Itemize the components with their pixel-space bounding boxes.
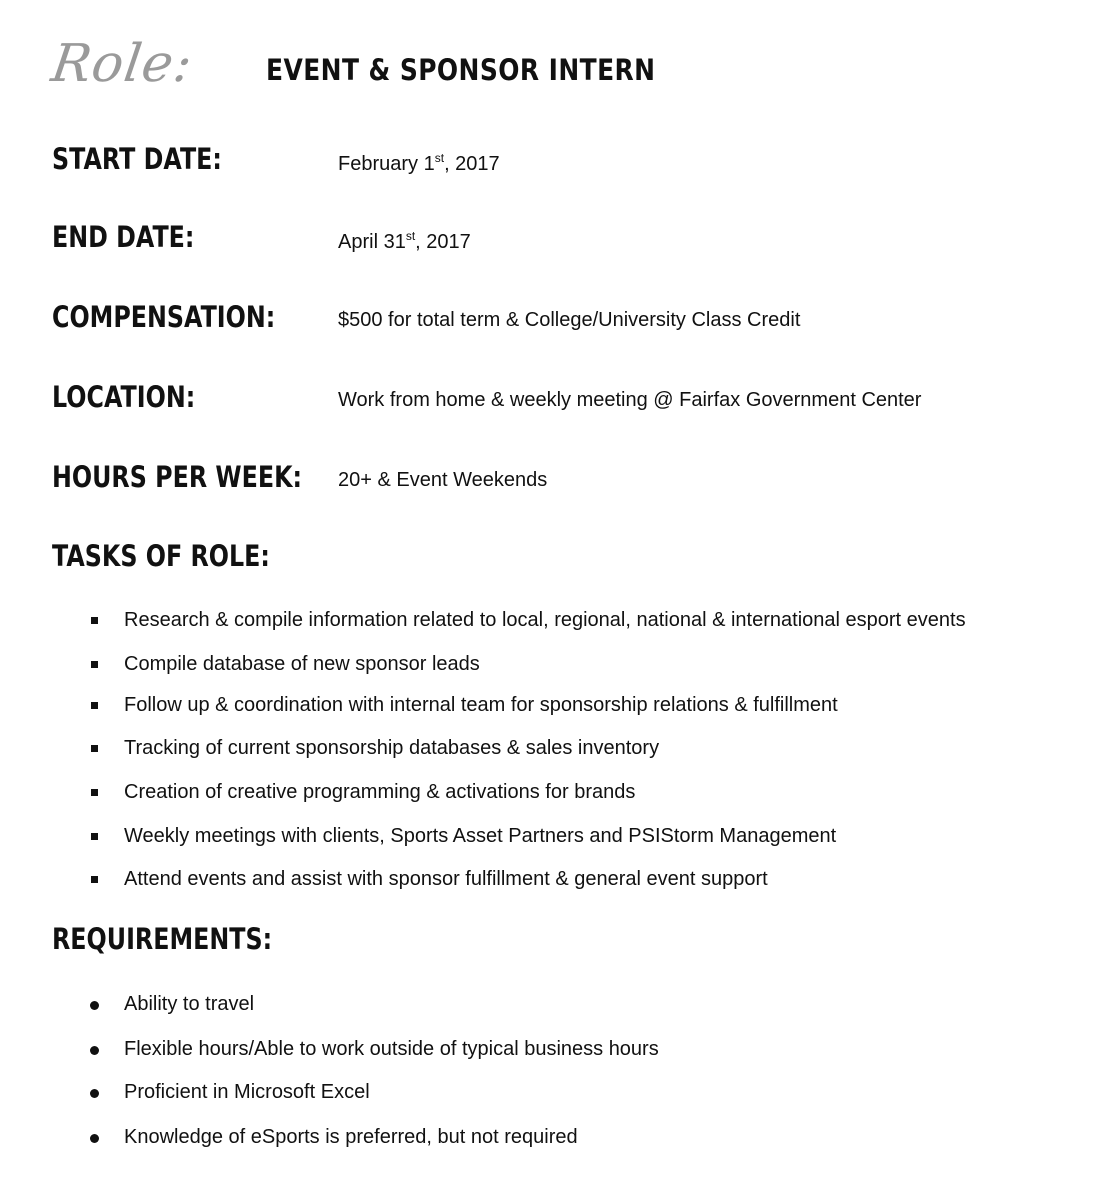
task-item-text: Follow up & coordination with internal team for sponsorship relations & fulfillment [124, 694, 838, 716]
task-item [0, 610, 1098, 636]
square-bullet-icon [91, 833, 98, 840]
requirement-item [0, 994, 1098, 1020]
square-bullet-icon [91, 789, 98, 796]
task-item-text: Research & compile information related to local, regional, national & international esport events [124, 609, 966, 631]
start-date-label: START DATE: [52, 142, 222, 176]
task-item [0, 826, 1098, 852]
square-bullet-icon [91, 876, 98, 883]
task-item-text: Weekly meetings with clients, Sports Asset Partners and PSIStorm Management [124, 825, 837, 847]
hours-per-week-value: 20+ & Event Weekends [338, 469, 548, 491]
requirement-item-text: Flexible hours/Able to work outside of typical business hours [124, 1038, 659, 1060]
task-item-text: Tracking of current sponsorship databases & sales inventory [124, 737, 660, 759]
requirement-item [0, 1082, 1098, 1108]
task-item-text: Creation of creative programming & activations for brands [124, 781, 636, 803]
end-date-label: END DATE: [52, 220, 195, 254]
task-item [0, 782, 1098, 808]
start-date-value: February 1st, 2017 [338, 151, 500, 175]
square-bullet-icon [91, 661, 98, 668]
role-script-label: Role: [47, 34, 197, 94]
round-bullet-icon [90, 1134, 99, 1143]
requirement-item-text: Proficient in Microsoft Excel [124, 1081, 370, 1103]
square-bullet-icon [91, 745, 98, 752]
round-bullet-icon [90, 1089, 99, 1098]
round-bullet-icon [90, 1046, 99, 1055]
task-item [0, 695, 1098, 721]
task-item [0, 738, 1098, 764]
role-title: EVENT & SPONSOR INTERN [266, 53, 656, 87]
task-item-text: Compile database of new sponsor leads [124, 653, 480, 675]
task-item [0, 869, 1098, 895]
requirements-heading: REQUIREMENTS: [52, 922, 273, 956]
compensation-label: COMPENSATION: [52, 300, 276, 334]
square-bullet-icon [91, 617, 98, 624]
location-label: LOCATION: [52, 380, 196, 414]
end-date-value: April 31st, 2017 [338, 229, 471, 253]
requirement-item-text: Ability to travel [124, 993, 255, 1015]
location-value: Work from home & weekly meeting @ Fairfax Government Center [338, 389, 922, 411]
square-bullet-icon [91, 702, 98, 709]
round-bullet-icon [90, 1001, 99, 1010]
requirement-item-text: Knowledge of eSports is preferred, but not required [124, 1126, 578, 1148]
hours-per-week-label: HOURS PER WEEK: [52, 460, 303, 494]
task-item-text: Attend events and assist with sponsor fulfillment & general event support [124, 868, 768, 890]
requirement-item [0, 1127, 1098, 1153]
task-item [0, 654, 1098, 680]
tasks-heading: TASKS OF ROLE: [52, 539, 270, 573]
requirement-item [0, 1039, 1098, 1065]
compensation-value: $500 for total term & College/University Class Credit [338, 309, 801, 331]
